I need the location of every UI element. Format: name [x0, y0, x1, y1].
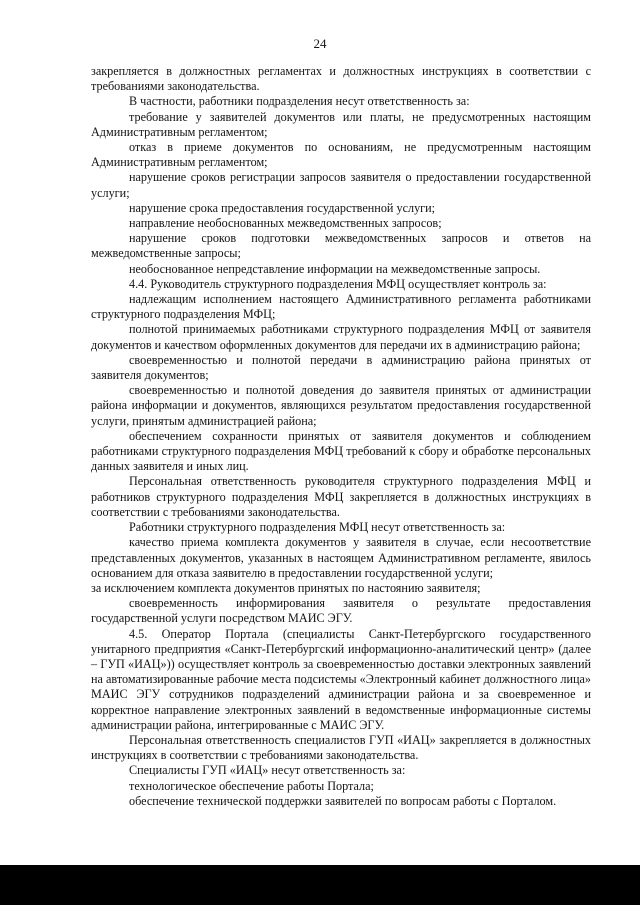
document-body	[91, 64, 591, 809]
paragraph: Специалисты ГУП «ИАЦ» несут ответственность за:	[129, 763, 406, 778]
paragraph: 4.4. Руководитель структурного подразделения МФЦ осуществляет контроль за:	[129, 276, 547, 291]
paragraph: надлежащим исполнением настоящего Административного регламента работниками структурного подразделения МФЦ;	[91, 292, 591, 322]
paragraph: необоснованное непредставление информации на межведомственные запросы.	[129, 261, 541, 276]
scan-bottom-border	[0, 865, 640, 905]
paragraph: Персональная ответственность руководителя структурного подразделения МФЦ и работников структурного подразделения МФЦ закрепляется в должностных инструкциях в соответствии с требованиями законодательства.	[91, 474, 591, 519]
paragraph: отказ в приеме документов по основаниям, не предусмотренным настоящим Административным регламентом;	[91, 140, 591, 170]
paragraph: обеспечение технической поддержки заявителей по вопросам работы с Порталом.	[129, 793, 557, 808]
paragraph: качество приема комплекта документов у заявителя в случае, если несоответствие представленных документов, указанных в настоящем Административном регламенте, явилось основанием для отказа заявителю в предоставлении государственной услуги;	[91, 535, 591, 580]
paragraph: В частности, работники подразделения несут ответственность за:	[129, 94, 470, 109]
paragraph: нарушение срока предоставления государственной услуги;	[129, 200, 436, 215]
paragraph: за исключением комплекта документов принятых по настоянию заявителя;	[91, 580, 481, 595]
paragraph: Персональная ответственность специалистов ГУП «ИАЦ» закрепляется в должностных инструкциях в соответствии с требованиями законодательства.	[91, 732, 591, 763]
page-number: 24	[313, 36, 327, 51]
paragraph: своевременностью и полнотой доведения до заявителя принятых от администрации района информации и документов, являющихся результатом предоставления государственной услуги, принятым администрацией района;	[91, 383, 591, 428]
paragraph: 4.5. Оператор Портала (специалисты Санкт-Петербургского государственного унитарного предприятия «Санкт-Петербургский информационно-аналитический центр» (далее – ГУП «ИАЦ»)) осуществляет контроль за своевременностью доставки электронных заявлений на автоматизированные рабочие места подсистемы «Электронный кабинет должностного лица» МАИС ЭГУ сотрудников подразделений администрации района и за своевременное и корректное направление электронных заявлений в ведомственные информационные системы администрации района, интегрированные с МАИС ЭГУ.	[91, 626, 591, 732]
paragraph: технологическое обеспечение работы Портала;	[129, 778, 374, 793]
paragraph: обеспечением сохранности принятых от заявителя документов и соблюдением работниками структурного подразделения МФЦ требований к сбору и обработке персональных данных заявителя и иных лиц.	[91, 428, 591, 474]
paragraph: своевременность информирования заявителя о результате предоставления государственной услуги посредством МАИС ЭГУ.	[91, 596, 591, 626]
paragraph: полнотой принимаемых работниками структурного подразделения МФЦ от заявителя документов и качеством оформленных документов для передачи их в администрацию района;	[91, 322, 591, 352]
paragraph: своевременностью и полнотой передачи в администрацию района принятых от заявителя документов;	[91, 352, 591, 383]
paragraph: закрепляется в должностных регламентах и должностных инструкциях в соответствии с требованиями законодательства.	[91, 64, 591, 94]
paragraph: требование у заявителей документов или платы, не предусмотренных настоящим Административным регламентом;	[91, 109, 591, 139]
paragraph: Работники структурного подразделения МФЦ несут ответственность за:	[129, 520, 506, 535]
paragraph: нарушение сроков регистрации запросов заявителя о предоставлении государственной услуги;	[91, 170, 591, 200]
paragraph: нарушение сроков подготовки межведомственных запросов и ответов на межведомственные запросы;	[91, 231, 591, 261]
paragraph: направление необоснованных межведомственных запросов;	[129, 216, 442, 231]
